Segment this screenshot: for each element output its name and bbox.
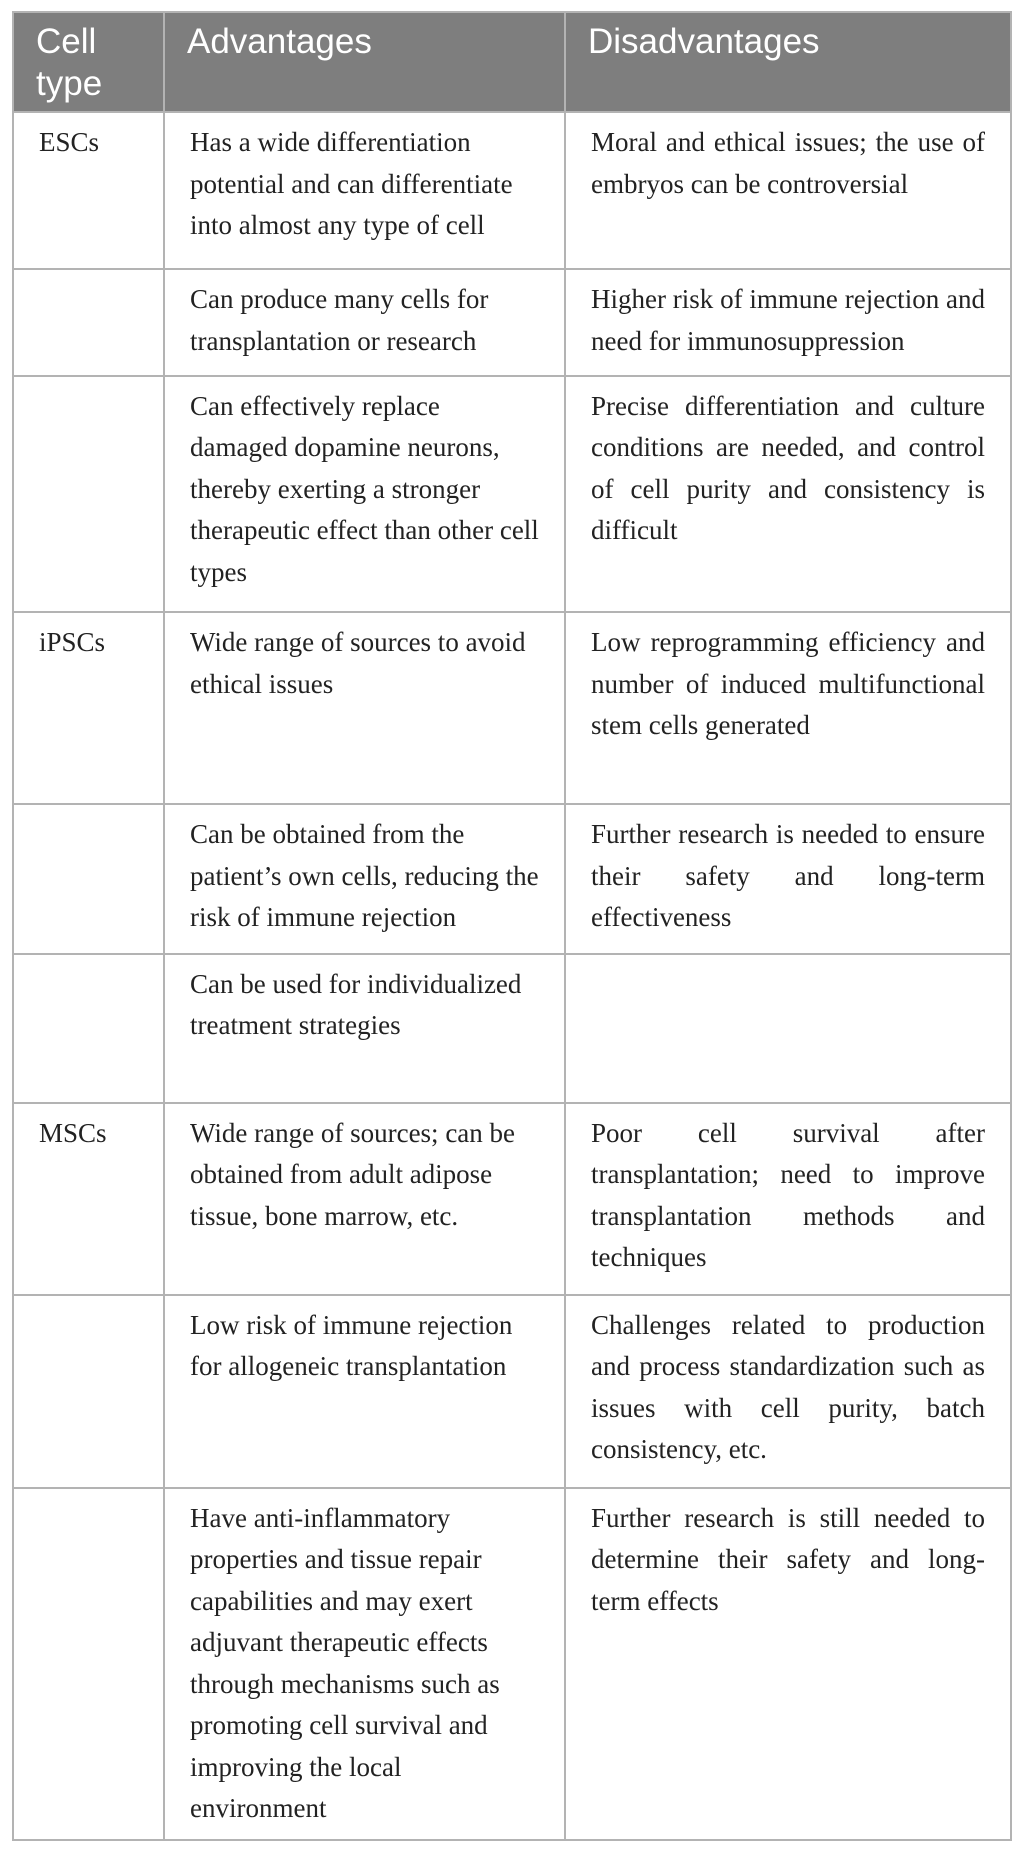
advantage-cell: Can be used for individualized treatment strategies — [164, 954, 565, 1103]
disadvantage-cell: Low reprogramming efficiency and number of induced multifunctional stem cells generated — [565, 612, 1010, 804]
advantage-cell: Has a wide differentiation potential and can differentiate into almost any type of cell — [164, 112, 565, 269]
disadvantage-cell: Moral and ethical issues; the use of embryos can be controversial — [565, 112, 1010, 269]
table-body — [14, 112, 1010, 1839]
table-row — [14, 1488, 1010, 1839]
stem-cell-comparison-table-container — [12, 11, 1012, 1841]
header-advantages: Advantages — [164, 13, 565, 112]
cell-type-cell: MSCs — [14, 1103, 164, 1295]
cell-type-cell — [14, 804, 164, 954]
header-row — [14, 13, 1010, 112]
header-disadvantages: Disadvantages — [565, 13, 1010, 112]
disadvantage-cell: Further research is still needed to determine their safety and long-term effects — [565, 1488, 1010, 1839]
advantage-cell: Low risk of immune rejection for allogeneic transplantation — [164, 1295, 565, 1488]
advantage-cell: Wide range of sources; can be obtained from adult adipose tissue, bone marrow, etc. — [164, 1103, 565, 1295]
advantage-cell: Wide range of sources to avoid ethical issues — [164, 612, 565, 804]
disadvantage-cell: Higher risk of immune rejection and need for immunosuppression — [565, 269, 1010, 376]
cell-type-cell — [14, 1488, 164, 1839]
advantage-cell: Can be obtained from the patient’s own cells, reducing the risk of immune rejection — [164, 804, 565, 954]
header-cell-type: Cell type — [14, 13, 164, 112]
cell-type-cell — [14, 269, 164, 376]
table-row — [14, 612, 1010, 804]
disadvantage-cell: Poor cell survival after transplantation; need to improve transplantation methods and techniques — [565, 1103, 1010, 1295]
table-header — [14, 13, 1010, 112]
advantage-cell: Can produce many cells for transplantation or research — [164, 269, 565, 376]
cell-type-cell: iPSCs — [14, 612, 164, 804]
stem-cell-comparison-table — [14, 13, 1010, 1839]
table-row — [14, 269, 1010, 376]
cell-type-cell — [14, 376, 164, 612]
cell-type-cell — [14, 954, 164, 1103]
cell-type-cell — [14, 1295, 164, 1488]
cell-type-cell: ESCs — [14, 112, 164, 269]
table-row — [14, 954, 1010, 1103]
table-row — [14, 1103, 1010, 1295]
table-row — [14, 1295, 1010, 1488]
disadvantage-cell: Challenges related to production and process standardization such as issues with cell purity, batch consistency, etc. — [565, 1295, 1010, 1488]
disadvantage-cell: Precise differentiation and culture conditions are needed, and control of cell purity and consistency is difficult — [565, 376, 1010, 612]
table-row — [14, 804, 1010, 954]
table-row — [14, 376, 1010, 612]
disadvantage-cell: Further research is needed to ensure their safety and long-term effectiveness — [565, 804, 1010, 954]
disadvantage-cell — [565, 954, 1010, 1103]
advantage-cell: Can effectively replace damaged dopamine neurons, thereby exerting a stronger therapeutic effect than other cell types — [164, 376, 565, 612]
table-row — [14, 112, 1010, 269]
advantage-cell: Have anti-inflammatory properties and tissue repair capabilities and may exert adjuvant therapeutic effects through mechanisms such as promoting cell survival and improving the local environment — [164, 1488, 565, 1839]
